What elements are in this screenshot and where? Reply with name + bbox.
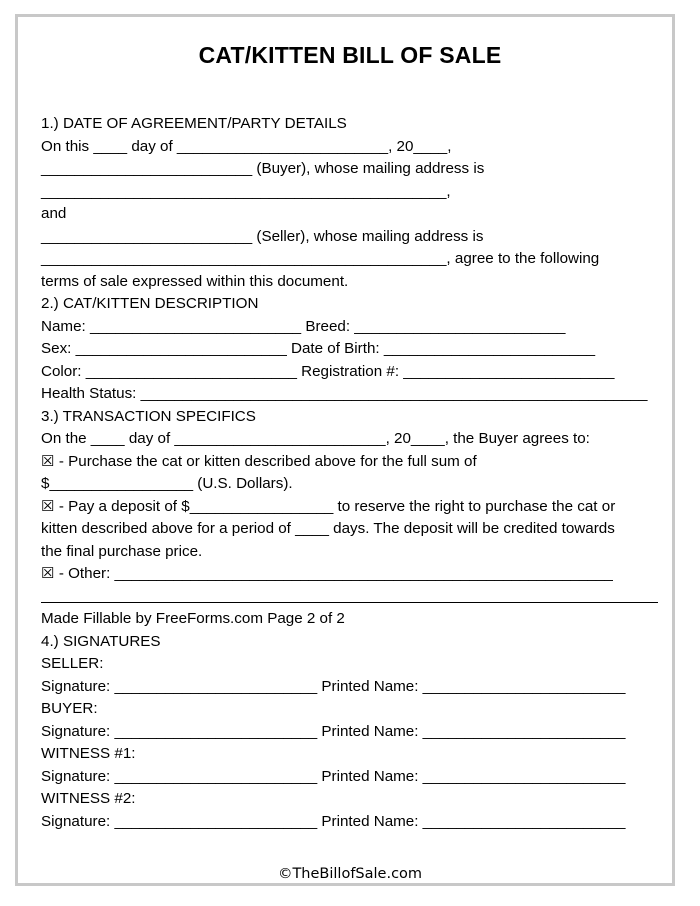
deposit-period-line: kitten described above for a period of ____ days. The deposit will be credited towards (41, 520, 615, 537)
and-text: and (41, 205, 67, 222)
agreement-date-line: On this ____ day of _________________________, 20____, (41, 138, 452, 155)
witness-2-signature-line: Signature: ________________________ Printed Name: ________________________ (41, 813, 626, 830)
terms-text: terms of sale expressed within this document. (41, 273, 349, 290)
seller-name-line: _________________________ (Seller), whose mailing address is (41, 228, 484, 245)
seller-label: SELLER: (41, 655, 104, 672)
transaction-date-line: On the ____ day of _________________________, 20____, the Buyer agrees to: (41, 430, 590, 447)
sex-dob-line: Sex: _________________________ Date of Birth: _________________________ (41, 340, 596, 357)
buyer-name-line: _________________________ (Buyer), whose mailing address is (41, 160, 485, 177)
section-2-heading: 2.) CAT/KITTEN DESCRIPTION (41, 295, 259, 312)
deposit-option: ☒ - Pay a deposit of $_________________ to reserve the right to purchase the cat or (41, 498, 616, 515)
section-1-heading: 1.) DATE OF AGREEMENT/PARTY DETAILS (41, 115, 347, 132)
witness-1-signature-line: Signature: ________________________ Printed Name: ________________________ (41, 768, 626, 785)
buyer-address-line: ________________________________________________, (41, 183, 451, 200)
other-option: ☒ - Other: ___________________________________________________________ (41, 565, 613, 582)
full-sum-option: ☒ - Purchase the cat or kitten described above for the full sum of (41, 453, 477, 470)
health-status-line: Health Status: ____________________________________________________________ (41, 385, 648, 402)
seller-signature-line: Signature: ________________________ Printed Name: ________________________ (41, 678, 626, 695)
document-title: CAT/KITTEN BILL OF SALE (198, 42, 502, 68)
buyer-signature-line: Signature: ________________________ Printed Name: ________________________ (41, 723, 626, 740)
name-breed-line: Name: _________________________ Breed: _________________________ (41, 318, 566, 335)
buyer-label: BUYER: (41, 700, 98, 717)
other-continuation-rule (41, 602, 658, 603)
page-note: Made Fillable by FreeForms.com Page 2 of 2 (41, 610, 345, 627)
seller-address-line: ________________________________________________, agree to the following (41, 250, 600, 267)
witness-1-label: WITNESS #1: (41, 745, 136, 762)
full-sum-amount-line: $_________________ (U.S. Dollars). (41, 475, 293, 492)
witness-2-label: WITNESS #2: (41, 790, 136, 807)
section-4-heading: 4.) SIGNATURES (41, 633, 161, 650)
final-price-text: the final purchase price. (41, 543, 203, 560)
color-registration-line: Color: _________________________ Registration #: _________________________ (41, 363, 615, 380)
footer-copyright: ©TheBillofSale.com (277, 866, 423, 882)
section-3-heading: 3.) TRANSACTION SPECIFICS (41, 408, 256, 425)
